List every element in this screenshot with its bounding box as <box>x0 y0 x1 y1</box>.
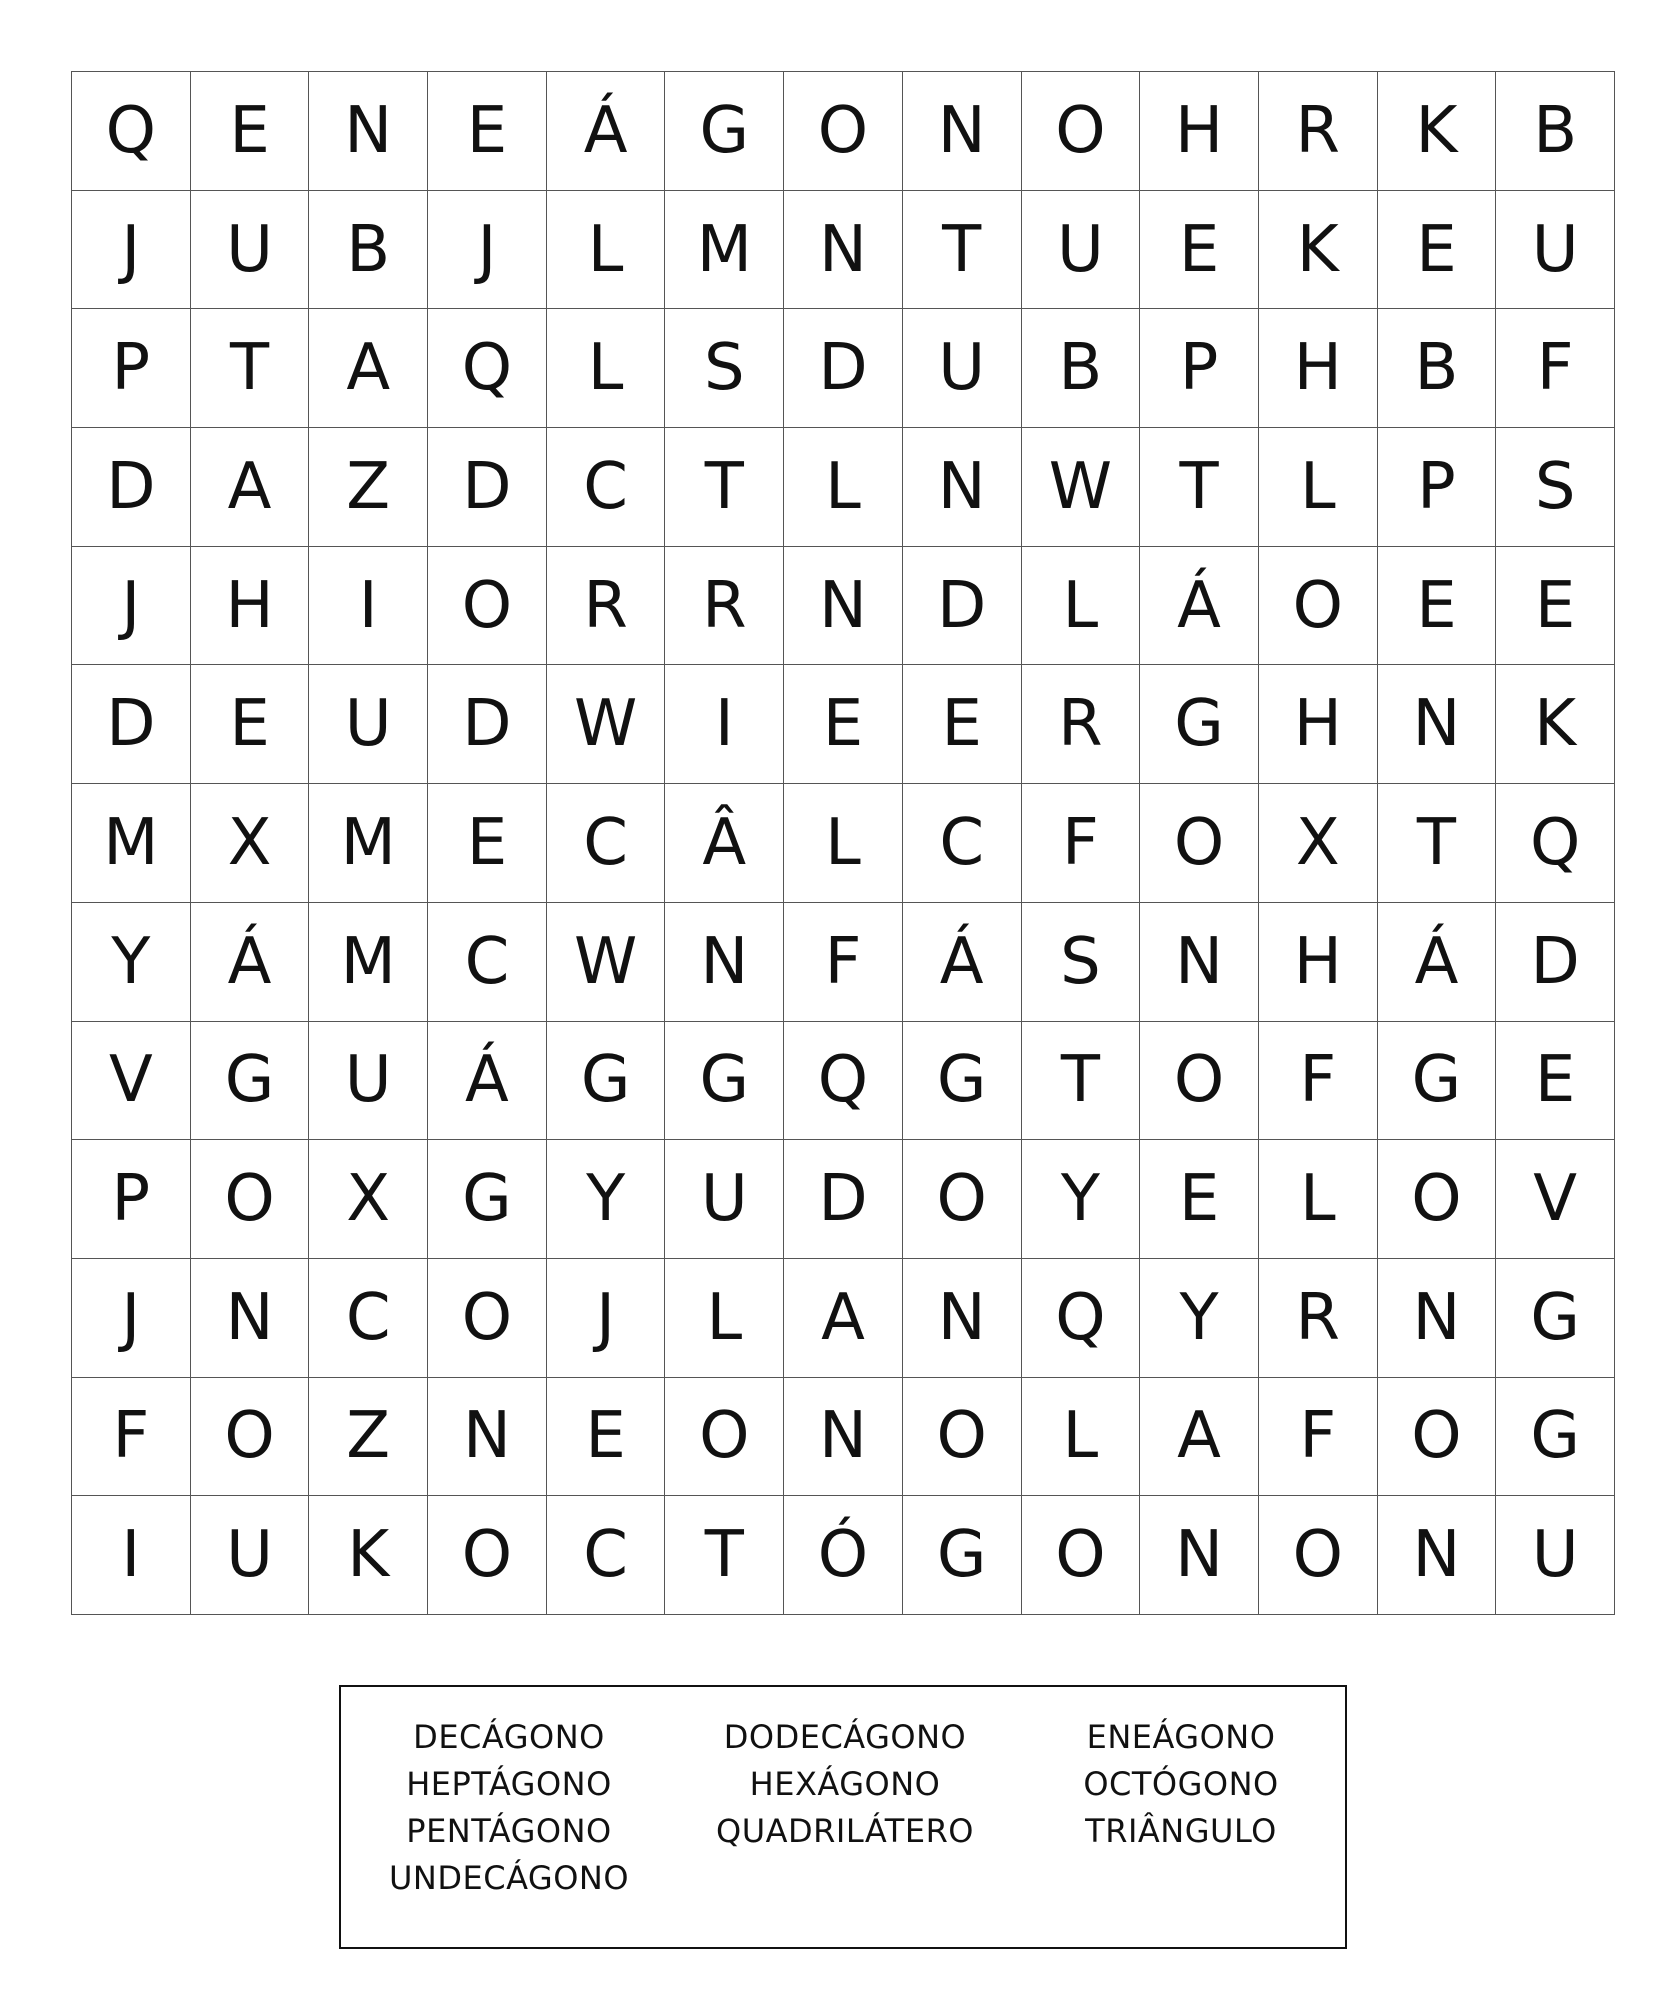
grid-cell[interactable]: W <box>547 903 666 1022</box>
grid-cell[interactable]: M <box>309 784 428 903</box>
grid-cell[interactable]: Q <box>428 309 547 428</box>
grid-cell[interactable]: B <box>1022 309 1141 428</box>
grid-cell[interactable]: U <box>1496 191 1615 310</box>
grid-cell[interactable]: D <box>72 428 191 547</box>
grid-cell[interactable]: U <box>309 665 428 784</box>
grid-cell[interactable]: E <box>1496 1022 1615 1141</box>
grid-cell[interactable]: A <box>784 1259 903 1378</box>
word-bank-item: HEXÁGONO <box>749 1765 941 1803</box>
word-bank-item: UNDECÁGONO <box>389 1859 629 1897</box>
grid-cell[interactable]: N <box>1140 903 1259 1022</box>
grid-cell[interactable]: U <box>903 309 1022 428</box>
grid-cell[interactable]: E <box>784 665 903 784</box>
grid-cell[interactable]: Á <box>1140 547 1259 666</box>
grid-cell[interactable]: N <box>784 1378 903 1497</box>
grid-cell[interactable]: O <box>428 1496 547 1615</box>
grid-cell[interactable]: F <box>1259 1378 1378 1497</box>
word-bank-item: DECÁGONO <box>413 1718 605 1756</box>
grid-cell[interactable]: S <box>1496 428 1615 547</box>
word-bank <box>339 1685 1347 1949</box>
grid-cell[interactable]: H <box>1259 903 1378 1022</box>
grid-cell[interactable]: H <box>1259 665 1378 784</box>
grid-cell[interactable]: G <box>191 1022 310 1141</box>
grid-cell[interactable]: N <box>1378 665 1497 784</box>
grid-cell[interactable]: N <box>1378 1259 1497 1378</box>
grid-cell[interactable]: M <box>665 191 784 310</box>
grid-cell[interactable]: K <box>1259 191 1378 310</box>
word-bank-item: DODECÁGONO <box>723 1718 967 1756</box>
grid-cell[interactable]: Y <box>547 1140 666 1259</box>
grid-cell[interactable]: O <box>428 547 547 666</box>
grid-cell[interactable]: Á <box>1378 903 1497 1022</box>
grid-cell[interactable]: T <box>1022 1022 1141 1141</box>
grid-cell[interactable]: Y <box>1022 1140 1141 1259</box>
grid-cell[interactable]: U <box>1022 191 1141 310</box>
grid-cell[interactable]: U <box>191 191 310 310</box>
grid-cell[interactable]: D <box>72 665 191 784</box>
grid-cell[interactable]: E <box>1140 191 1259 310</box>
grid-cell[interactable]: L <box>784 784 903 903</box>
grid-cell[interactable]: E <box>903 665 1022 784</box>
grid-cell[interactable]: E <box>428 784 547 903</box>
grid-cell[interactable]: N <box>784 191 903 310</box>
grid-cell[interactable]: E <box>1140 1140 1259 1259</box>
grid-cell[interactable]: O <box>1140 1022 1259 1141</box>
grid-cell[interactable]: N <box>784 547 903 666</box>
grid-cell[interactable]: G <box>428 1140 547 1259</box>
grid-cell[interactable]: F <box>72 1378 191 1497</box>
grid-cell[interactable]: D <box>784 1140 903 1259</box>
grid-cell[interactable]: G <box>665 72 784 191</box>
grid-cell[interactable]: C <box>428 903 547 1022</box>
grid-cell[interactable]: N <box>903 1259 1022 1378</box>
grid-cell[interactable]: L <box>1259 428 1378 547</box>
word-list <box>341 1687 1345 1947</box>
grid-cell[interactable]: O <box>665 1378 784 1497</box>
grid-cell[interactable]: L <box>547 309 666 428</box>
grid-cell[interactable]: P <box>1378 428 1497 547</box>
grid-cell[interactable]: Q <box>1022 1259 1141 1378</box>
word-bank-item: OCTÓGONO <box>1083 1765 1279 1803</box>
grid-cell[interactable]: F <box>1022 784 1141 903</box>
grid-cell[interactable]: N <box>1140 1496 1259 1615</box>
grid-cell[interactable]: M <box>309 903 428 1022</box>
grid-cell[interactable]: N <box>309 72 428 191</box>
grid-cell[interactable]: F <box>784 903 903 1022</box>
grid-cell[interactable]: O <box>191 1140 310 1259</box>
grid-cell[interactable]: C <box>547 428 666 547</box>
grid-cell[interactable]: E <box>428 72 547 191</box>
grid-cell[interactable]: B <box>309 191 428 310</box>
grid-cell[interactable]: P <box>72 309 191 428</box>
grid-cell[interactable]: N <box>1378 1496 1497 1615</box>
grid-cell[interactable]: U <box>1496 1496 1615 1615</box>
grid-cell[interactable]: Á <box>428 1022 547 1141</box>
grid-cell[interactable]: O <box>428 1259 547 1378</box>
grid-cell[interactable]: X <box>309 1140 428 1259</box>
grid-cell[interactable]: X <box>191 784 310 903</box>
grid-cell[interactable]: K <box>309 1496 428 1615</box>
grid-cell[interactable]: S <box>665 309 784 428</box>
grid-cell[interactable]: R <box>1022 665 1141 784</box>
word-bank-item: ENEÁGONO <box>1086 1718 1276 1756</box>
grid-cell[interactable]: C <box>903 784 1022 903</box>
grid-cell[interactable]: Y <box>72 903 191 1022</box>
grid-cell[interactable]: L <box>547 191 666 310</box>
grid-cell[interactable]: J <box>72 1259 191 1378</box>
grid-cell[interactable]: O <box>1022 1496 1141 1615</box>
grid-cell[interactable]: E <box>1378 191 1497 310</box>
grid-cell[interactable]: N <box>191 1259 310 1378</box>
grid-cell[interactable]: C <box>309 1259 428 1378</box>
word-bank-item: HEPTÁGONO <box>406 1765 612 1803</box>
grid-cell[interactable]: F <box>1259 1022 1378 1141</box>
grid-cell[interactable]: W <box>1022 428 1141 547</box>
grid-cell[interactable]: A <box>309 309 428 428</box>
grid-cell[interactable]: N <box>665 903 784 1022</box>
grid-cell[interactable]: A <box>191 428 310 547</box>
grid-cell[interactable]: D <box>428 665 547 784</box>
grid-cell[interactable]: B <box>1496 72 1615 191</box>
grid-cell[interactable]: G <box>1496 1378 1615 1497</box>
grid-cell[interactable]: B <box>1378 309 1497 428</box>
grid-cell[interactable]: G <box>665 1022 784 1141</box>
grid-cell[interactable]: H <box>191 547 310 666</box>
grid-cell[interactable]: T <box>1378 784 1497 903</box>
grid-cell[interactable]: L <box>1022 547 1141 666</box>
grid-cell[interactable]: N <box>428 1378 547 1497</box>
letter-grid <box>71 71 1615 1615</box>
grid-cell[interactable]: H <box>1140 72 1259 191</box>
grid-cell[interactable]: D <box>784 309 903 428</box>
grid-cell[interactable]: K <box>1378 72 1497 191</box>
grid-cell[interactable]: C <box>547 1496 666 1615</box>
grid-cell[interactable]: E <box>191 665 310 784</box>
grid-cell[interactable]: Á <box>903 903 1022 1022</box>
grid-cell[interactable]: J <box>547 1259 666 1378</box>
grid-cell[interactable]: I <box>309 547 428 666</box>
grid-cell[interactable]: Á <box>547 72 666 191</box>
grid-cell[interactable]: L <box>1022 1378 1141 1497</box>
grid-cell[interactable]: D <box>903 547 1022 666</box>
grid-cell[interactable]: F <box>1496 309 1615 428</box>
grid-cell[interactable]: Q <box>784 1022 903 1141</box>
grid-cell[interactable]: N <box>903 428 1022 547</box>
grid-cell[interactable]: A <box>1140 1378 1259 1497</box>
word-bank-item: QUADRILÁTERO <box>716 1812 974 1850</box>
grid-cell[interactable]: I <box>665 665 784 784</box>
grid-cell[interactable]: T <box>903 191 1022 310</box>
grid-cell[interactable]: O <box>1259 547 1378 666</box>
word-bank-item: PENTÁGONO <box>406 1812 612 1850</box>
grid-cell[interactable]: G <box>903 1022 1022 1141</box>
grid-cell[interactable]: V <box>72 1022 191 1141</box>
grid-cell[interactable]: E <box>1496 547 1615 666</box>
grid-cell[interactable]: O <box>1140 784 1259 903</box>
grid-cell[interactable]: J <box>428 191 547 310</box>
grid-cell[interactable]: Q <box>72 72 191 191</box>
grid-cell[interactable]: P <box>72 1140 191 1259</box>
grid-cell[interactable]: T <box>1140 428 1259 547</box>
grid-cell[interactable]: L <box>665 1259 784 1378</box>
grid-cell[interactable]: O <box>1378 1140 1497 1259</box>
grid-cell[interactable]: U <box>191 1496 310 1615</box>
grid-cell[interactable]: E <box>547 1378 666 1497</box>
grid-cell[interactable]: H <box>1259 309 1378 428</box>
grid-cell[interactable]: L <box>1259 1140 1378 1259</box>
grid-cell[interactable]: R <box>1259 72 1378 191</box>
grid-cell[interactable]: O <box>1378 1378 1497 1497</box>
grid-cell[interactable]: Z <box>309 428 428 547</box>
grid-cell[interactable]: Y <box>1140 1259 1259 1378</box>
grid-cell[interactable]: G <box>1496 1259 1615 1378</box>
grid-cell[interactable]: Z <box>309 1378 428 1497</box>
grid-cell[interactable]: X <box>1259 784 1378 903</box>
grid-cell[interactable]: T <box>191 309 310 428</box>
grid-cell[interactable]: G <box>903 1496 1022 1615</box>
grid-cell[interactable]: K <box>1496 665 1615 784</box>
grid-cell[interactable]: V <box>1496 1140 1615 1259</box>
grid-cell[interactable]: U <box>309 1022 428 1141</box>
grid-cell[interactable]: R <box>665 547 784 666</box>
grid-cell[interactable]: O <box>1259 1496 1378 1615</box>
grid-cell[interactable]: U <box>665 1140 784 1259</box>
grid-cell[interactable]: Q <box>1496 784 1615 903</box>
grid-cell[interactable]: W <box>547 665 666 784</box>
grid-cell[interactable]: E <box>191 72 310 191</box>
grid-cell[interactable]: O <box>903 1140 1022 1259</box>
grid-cell[interactable]: T <box>665 1496 784 1615</box>
grid-cell[interactable]: S <box>1022 903 1141 1022</box>
grid-cell[interactable]: O <box>903 1378 1022 1497</box>
grid-cell[interactable]: O <box>1022 72 1141 191</box>
grid-cell[interactable]: Â <box>665 784 784 903</box>
grid-cell[interactable]: R <box>547 547 666 666</box>
grid-cell[interactable]: T <box>665 428 784 547</box>
grid-cell[interactable]: G <box>1140 665 1259 784</box>
grid-cell[interactable]: E <box>1378 547 1497 666</box>
grid-cell[interactable]: G <box>1378 1022 1497 1141</box>
grid-cell[interactable]: G <box>547 1022 666 1141</box>
grid-cell[interactable]: L <box>784 428 903 547</box>
grid-cell[interactable]: Á <box>191 903 310 1022</box>
grid-cell[interactable]: Ó <box>784 1496 903 1615</box>
grid-cell[interactable]: R <box>1259 1259 1378 1378</box>
grid-cell[interactable]: O <box>191 1378 310 1497</box>
grid-cell[interactable]: O <box>784 72 903 191</box>
grid-cell[interactable]: D <box>1496 903 1615 1022</box>
grid-cell[interactable]: C <box>547 784 666 903</box>
grid-cell[interactable]: J <box>72 547 191 666</box>
word-bank-item: TRIÂNGULO <box>1085 1812 1277 1850</box>
grid-cell[interactable]: D <box>428 428 547 547</box>
grid-cell[interactable]: I <box>72 1496 191 1615</box>
grid-cell[interactable]: J <box>72 191 191 310</box>
grid-cell[interactable]: N <box>903 72 1022 191</box>
grid-cell[interactable]: P <box>1140 309 1259 428</box>
grid-cell[interactable]: M <box>72 784 191 903</box>
